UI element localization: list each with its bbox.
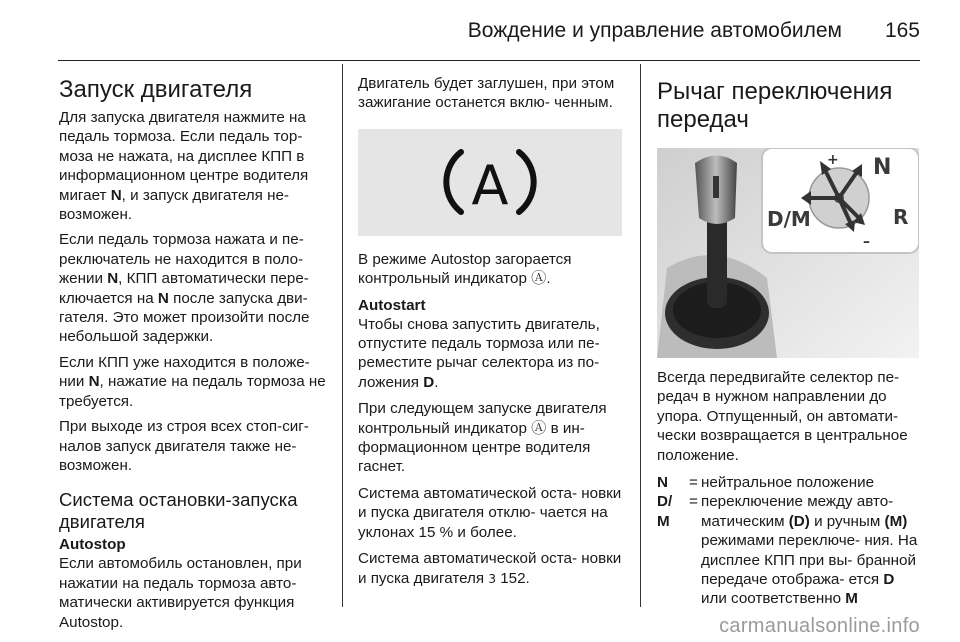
definition-equals: =	[689, 474, 698, 492]
autostop-symbol-icon: Ⓐ	[531, 419, 547, 437]
paragraph: Если педаль тормоза нажата и пе- реключатель не находится в поло- жении N, КПП автоматически пере- ключается на N после запуска дви- гателя. Это может произойти после небольшой задержки.	[59, 231, 310, 346]
paragraph: Система автоматической оста- новки и пуска двигателя отклю- чается на уклонах 15 % и более.	[358, 484, 622, 541]
page-number: 165	[884, 19, 920, 42]
section-heading-engine-start: Запуск двигателя	[59, 76, 253, 103]
definition-list	[657, 473, 921, 609]
diagram-label-plus: +	[827, 152, 839, 168]
diagram-label-r: R	[893, 205, 909, 229]
page-reference-icon: 3	[488, 571, 496, 586]
autostop-indicator-figure	[358, 129, 622, 236]
paragraph: Система автоматической оста- новки и пуска двигателя 3 152.	[358, 550, 622, 587]
watermark: carmanualsonline.info	[719, 615, 920, 637]
paragraph: При выходе из строя всех стоп-сиг- налов запуск двигателя также не- возможен.	[59, 418, 309, 474]
gear-lever-photo	[657, 148, 919, 358]
subheading-autostop: Autostop	[59, 536, 126, 554]
paragraph: Если КПП уже находится в положе- нии N, нажатие на педаль тормоза не требуется.	[59, 353, 326, 410]
header-title: Вождение и управление автомобилем	[467, 19, 842, 42]
column-divider-2	[640, 64, 641, 607]
autostop-symbol-icon: Ⓐ	[531, 270, 547, 288]
diagram-label-dm: D/M	[767, 207, 811, 231]
definition-description: нейтральное положение	[701, 474, 875, 492]
paragraph: В режиме Autostop загорается контрольный индикатор Ⓐ.	[358, 250, 572, 288]
definition-term: D/ M	[657, 493, 673, 530]
diagram-label-n: N	[873, 155, 892, 180]
subheading-autostart: Autostart	[358, 296, 426, 314]
paragraph: Всегда передвигайте селектор пе- редач в нужном направлении до упора. Отпущенный, он автомати- чески возвращается в центральное положение.	[657, 369, 908, 464]
page-header	[0, 0, 960, 62]
section-heading-gear-lever: Рычаг переключения передач	[657, 78, 893, 133]
header-rule	[58, 60, 920, 61]
indicator-letter: A	[471, 154, 509, 218]
paragraph: Если автомобиль остановлен, при нажатии на педаль тормоза авто- матически активируется функция Autostop.	[59, 555, 302, 631]
paragraph: Для запуска двигателя нажмите на педаль тормоза. Если педаль тор- моза не нажата, на дисплее КПП в информационном центре водителя мигает N, и запуск двигателя не- возможен.	[59, 109, 309, 224]
diagram-label-minus: –	[863, 234, 870, 250]
paragraph: Чтобы снова запустить двигатель, отпустите педаль тормоза или пе- реместите рычаг селектора из по- ложения D.	[358, 315, 600, 391]
definition-term: N	[657, 474, 668, 492]
section-heading-start-stop: Система остановки-запуска двигателя	[59, 489, 298, 533]
definition-equals: =	[689, 493, 698, 511]
paragraph: Двигатель будет заглушен, при этом зажигание останется вклю- ченным.	[358, 75, 615, 112]
column-3	[657, 64, 921, 609]
gear-lever-illustration	[657, 148, 919, 358]
column-divider-1	[342, 64, 343, 607]
autostop-indicator-icon	[435, 137, 545, 227]
paragraph: При следующем запуске двигателя контрольный индикатор Ⓐ в ин- формационном центре водителя гаснет.	[358, 400, 607, 476]
column-2	[358, 64, 624, 596]
definition-description: переключение между авто- матическим (D) и ручным (M) режимами переключе- ния. На дисплее КПП при вы- бранной передаче отобража- ется D или соответственно M	[701, 493, 918, 608]
column-1	[59, 64, 329, 638]
